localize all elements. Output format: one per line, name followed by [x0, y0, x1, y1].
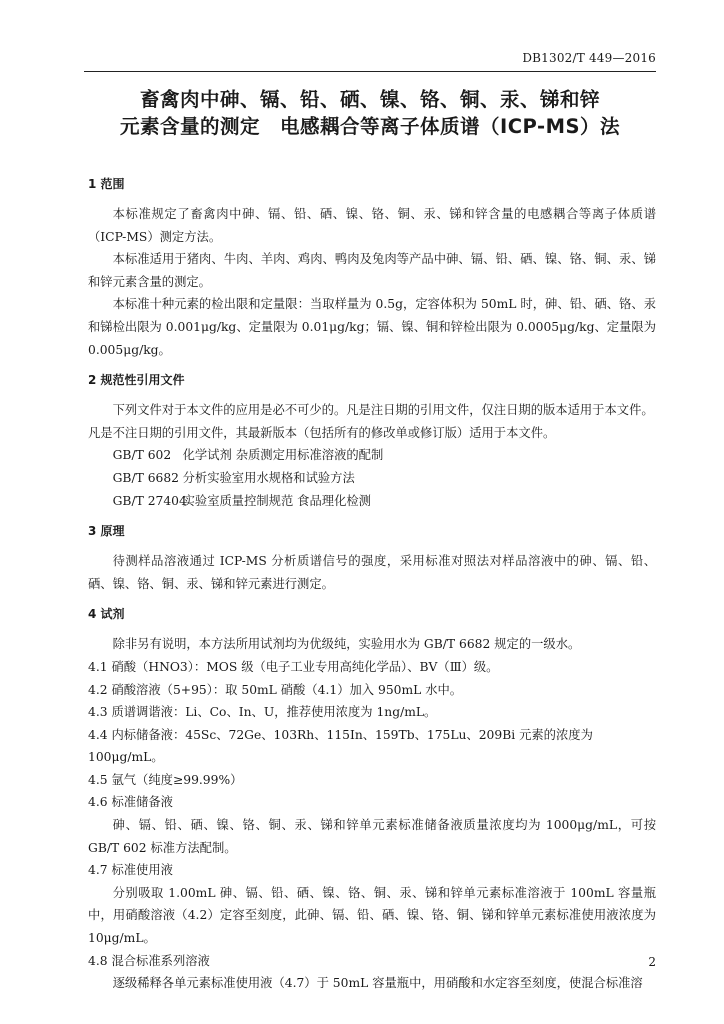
reference-code: GB/T 6682 [112, 470, 180, 485]
paragraph: 逐级稀释各单元素标准使用液（4.7）于 50mL 容量瓶中，用硝酸和水定容至刻度，使混合标准溶 [112, 976, 643, 991]
spacer [88, 512, 656, 520]
paragraph: 本标准规定了畜禽肉中砷、镉、铅、硒、镍、铬、铜、汞、锑和锌含量的电感耦合等离子体质谱（ICP-MS）测定方法。 [88, 207, 656, 244]
document-body [88, 173, 656, 995]
reference-item [88, 467, 656, 490]
clause-item: 4.4 内标储备液：45Sc、72Ge、103Rh、115In、159Tb、175Lu、209Bi 元素的浓度为 100μg/mL。 [88, 727, 593, 765]
paragraph: 分别吸取 1.00mL 砷、镉、铅、硒、镍、铬、铜、汞、锑和锌单元素标准溶液于 100mL 容量瓶中，用硝酸溶液（4.2）定容至刻度，此砷、镉、铅、硒、镍、铬、铜、锑和锌单元素标准使用液浓度为 10μg/mL。 [88, 885, 656, 946]
section-heading-reagents: 4 试剂 [88, 607, 125, 622]
header-rule [84, 71, 656, 72]
document-code: DB1302/T 449—2016 [522, 51, 656, 65]
clause-item: 4.2 硝酸溶液（5+95）：取 50mL 硝酸（4.1）加入 950mL 水中。 [88, 682, 463, 697]
spacer [88, 361, 656, 369]
reference-title: 化学试剂 杂质测定用标准溶液的配制 [182, 448, 384, 463]
clause-item: 4.7 标准使用液 [88, 863, 173, 878]
clause-item: 4.5 氩气（纯度≥99.99%） [88, 772, 243, 787]
paragraph: 待测样品溶液通过 ICP-MS 分析质谱信号的强度，采用标准对照法对样品溶液中的砷、镉、铅、硒、镍、铬、铜、汞、锑和锌元素进行测定。 [88, 554, 656, 591]
spacer [88, 625, 656, 633]
paragraph: 凡是不注日期的引用文件，其最新版本（包括所有的修改单或修订版）适用于本文件。 [88, 425, 556, 440]
reference-code: GB/T 27404 [112, 493, 187, 508]
title-line-1: 畜禽肉中砷、镉、铅、硒、镍、铬、铜、汞、锑和锌 [139, 88, 600, 111]
reference-code: GB/T 602 [112, 448, 172, 463]
spacer [88, 542, 656, 550]
page-number: 2 [648, 955, 656, 969]
title-line-2: 元素含量的测定 电感耦合等离子体质谱（ICP-MS）法 [119, 115, 621, 138]
spacer [88, 195, 656, 203]
clause-item: 4.1 硝酸（HNO3）：MOS 级（电子工业专用高纯化学品）、BV（Ⅲ）级。 [88, 659, 499, 674]
paragraph: 本标准十种元素的检出限和定量限：当取样量为 0.5g，定容体积为 50mL 时，砷、铅、硒、铬、汞和锑检出限为 0.001μg/kg、定量限为 0.01μg/kg；镉、镍、铜和锌检出限为 0.0005μg/kg、定量限为 0.005μg/kg。 [88, 297, 656, 357]
spacer [88, 391, 656, 399]
reference-item [88, 444, 656, 467]
paragraph: 本标准适用于猪肉、牛肉、羊肉、鸡肉、鸭肉及兔肉等产品中砷、镉、铅、硒、镍、铬、铜、汞、锑和锌元素含量的测定。 [88, 252, 656, 289]
clause-item: 4.6 标准储备液 [88, 795, 173, 810]
paragraph: 除非另有说明，本方法所用试剂均为优级纯，实验用水为 GB/T 6682 规定的一级水。 [112, 637, 581, 652]
spacer [88, 595, 656, 603]
reference-item [88, 490, 656, 513]
document-title [84, 86, 656, 140]
section-heading-normative-references: 2 规范性引用文件 [88, 373, 185, 388]
reference-title: 实验室质量控制规范 食品理化检测 [182, 493, 371, 508]
clause-item: 4.8 混合标准系列溶液 [88, 953, 210, 968]
paragraph: 下列文件对于本文件的应用是必不可少的。凡是注日期的引用文件，仅注日期的版本适用于本文件。 [112, 403, 654, 418]
section-heading-scope: 1 范围 [88, 177, 125, 191]
clause-item: 4.3 质谱调谐液：Li、Co、In、U，推荐使用浓度为 1ng/mL。 [88, 705, 437, 720]
reference-title: 分析实验室用水规格和试验方法 [182, 470, 355, 485]
paragraph: 砷、镉、铅、硒、镍、铬、铜、汞、锑和锌单元素标准储备液质量浓度均为 1000μg/mL，可按 GB/T 602 标准方法配制。 [88, 818, 656, 855]
section-heading-principle: 3 原理 [88, 524, 125, 539]
